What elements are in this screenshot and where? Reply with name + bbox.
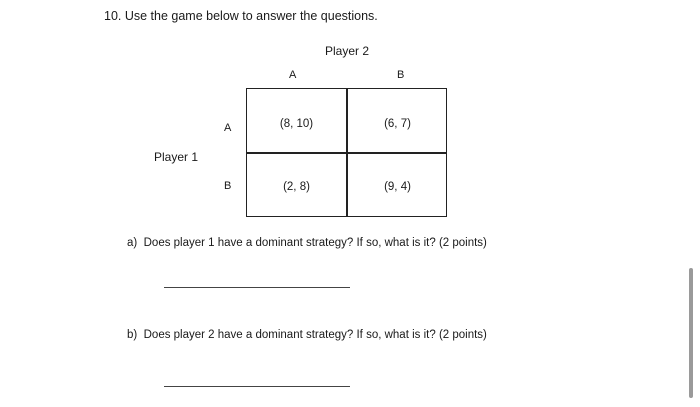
column-label-a: A <box>289 69 297 81</box>
payoff-matrix <box>246 88 447 217</box>
question-a: a) Does player 1 have a dominant strategy? If so, what is it? (2 points) <box>127 237 487 249</box>
column-label-b: B <box>397 69 405 81</box>
player2-label: Player 2 <box>325 44 370 58</box>
row-label-a: A <box>224 122 232 134</box>
answer-line-b[interactable] <box>164 386 350 387</box>
payoff-cell-bb: (9, 4) <box>384 181 411 193</box>
payoff-cell-ba: (2, 8) <box>283 181 310 193</box>
player1-label: Player 1 <box>154 150 199 164</box>
scrollbar-thumb[interactable] <box>689 268 693 398</box>
question-title: 10. Use the game below to answer the questions. <box>104 9 378 23</box>
row-label-b: B <box>224 180 232 192</box>
payoff-cell-aa: (8, 10) <box>279 118 314 130</box>
question-b: b) Does player 2 have a dominant strategy? If so, what is it? (2 points) <box>127 329 487 341</box>
answer-line-a[interactable] <box>164 287 350 288</box>
matrix-divider-horizontal <box>247 152 446 154</box>
payoff-cell-ab: (6, 7) <box>384 118 411 130</box>
